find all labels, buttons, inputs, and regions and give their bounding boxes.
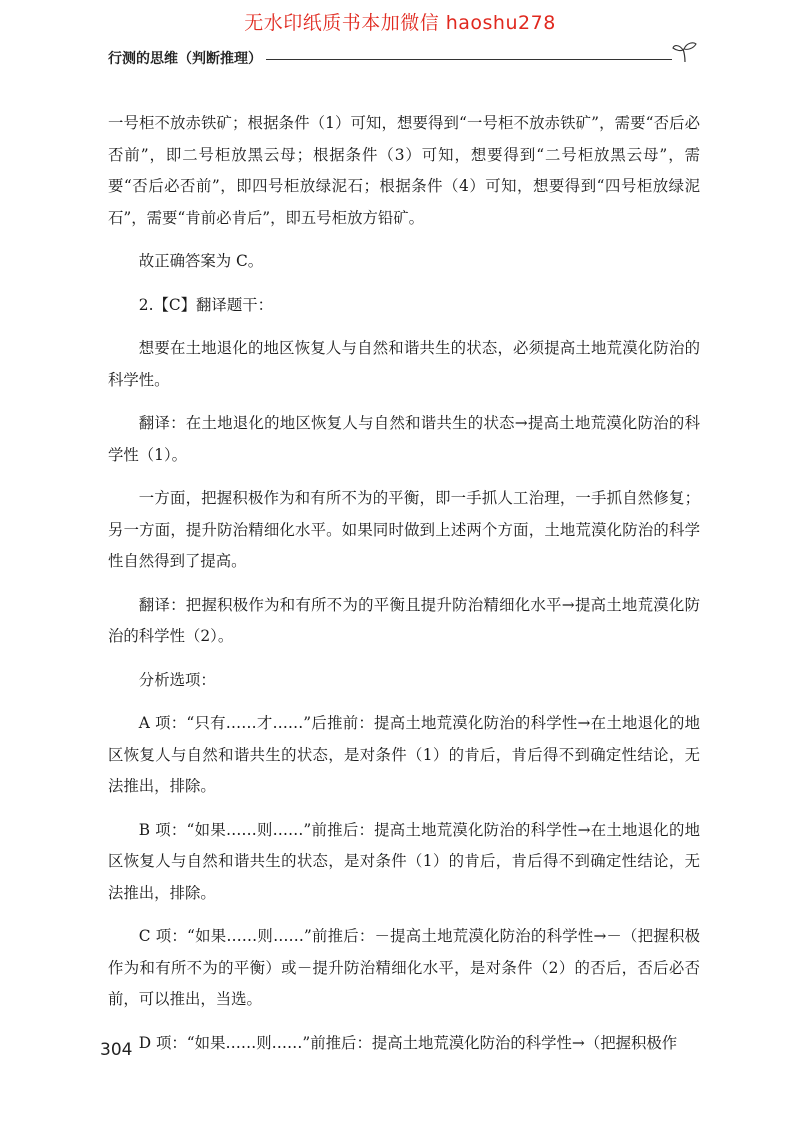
- running-title: 行测的思维（判断推理）: [108, 51, 262, 67]
- option-analysis: C 项：“如果……则……”前推后：－提高土地荒漠化防治的科学性→－（把握积极作为和有所不为的平衡）或－提升防治精细化水平，是对条件（2）的否后，否后必否前，可以推出，当选。: [108, 927, 700, 1008]
- paragraph: 翻译：把握积极作为和有所不为的平衡且提升防治精细化水平→提高土地荒漠化防治的科学性（2）。: [108, 595, 700, 645]
- paragraph: 翻译：在土地退化的地区恢复人与自然和谐共生的状态→提高土地荒漠化防治的科学性（1）。: [108, 414, 700, 464]
- watermark: 无水印纸质书本加微信 haoshu278: [244, 12, 556, 34]
- page-content: [108, 108, 700, 1071]
- option-analysis: B 项：“如果……则……”前推后：提高土地荒漠化防治的科学性→在土地退化的地区恢复人与自然和谐共生的状态，是对条件（1）的肯后，肯后得不到确定性结论，无法推出，排除。: [108, 820, 700, 902]
- running-header: [108, 46, 698, 70]
- paragraph: 分析选项：: [138, 670, 216, 689]
- page-number: 304: [100, 1040, 133, 1060]
- sprout-icon: [672, 40, 698, 64]
- option-analysis: D 项：“如果……则……”前推后：提高土地荒漠化防治的科学性→（把握积极作: [138, 1033, 678, 1052]
- paragraph: 一方面，把握积极作为和有所不为的平衡，即一手抓人工治理，一手抓自然修复；另一方面，提升防治精细化水平。如果同时做到上述两个方面，土地荒漠化防治的科学性自然得到了提高。: [108, 489, 700, 570]
- header-rule: [266, 59, 672, 60]
- question-heading: 2.【C】翻译题干：: [138, 295, 273, 314]
- paragraph: 一号柜不放赤铁矿；根据条件（1）可知，想要得到“一号柜不放赤铁矿”，需要“否后必否前”，即二号柜放黑云母；根据条件（3）可知，想要得到“二号柜放黑云母”，需要“否后必否前”，即四号柜放绿泥石；根据条件（4）可知，想要得到“四号柜放绿泥石”，需要“肯前必肯后”，即五号柜放方铅矿。: [108, 114, 700, 227]
- paragraph: 故正确答案为 C。: [138, 252, 264, 270]
- option-analysis: A 项：“只有……才……”后推前：提高土地荒漠化防治的科学性→在土地退化的地区恢复人与自然和谐共生的状态，是对条件（1）的肯后，肯后得不到确定性结论，无法推出，排除。: [108, 714, 700, 795]
- paragraph: 想要在土地退化的地区恢复人与自然和谐共生的状态，必须提高土地荒漠化防治的科学性。: [108, 339, 700, 389]
